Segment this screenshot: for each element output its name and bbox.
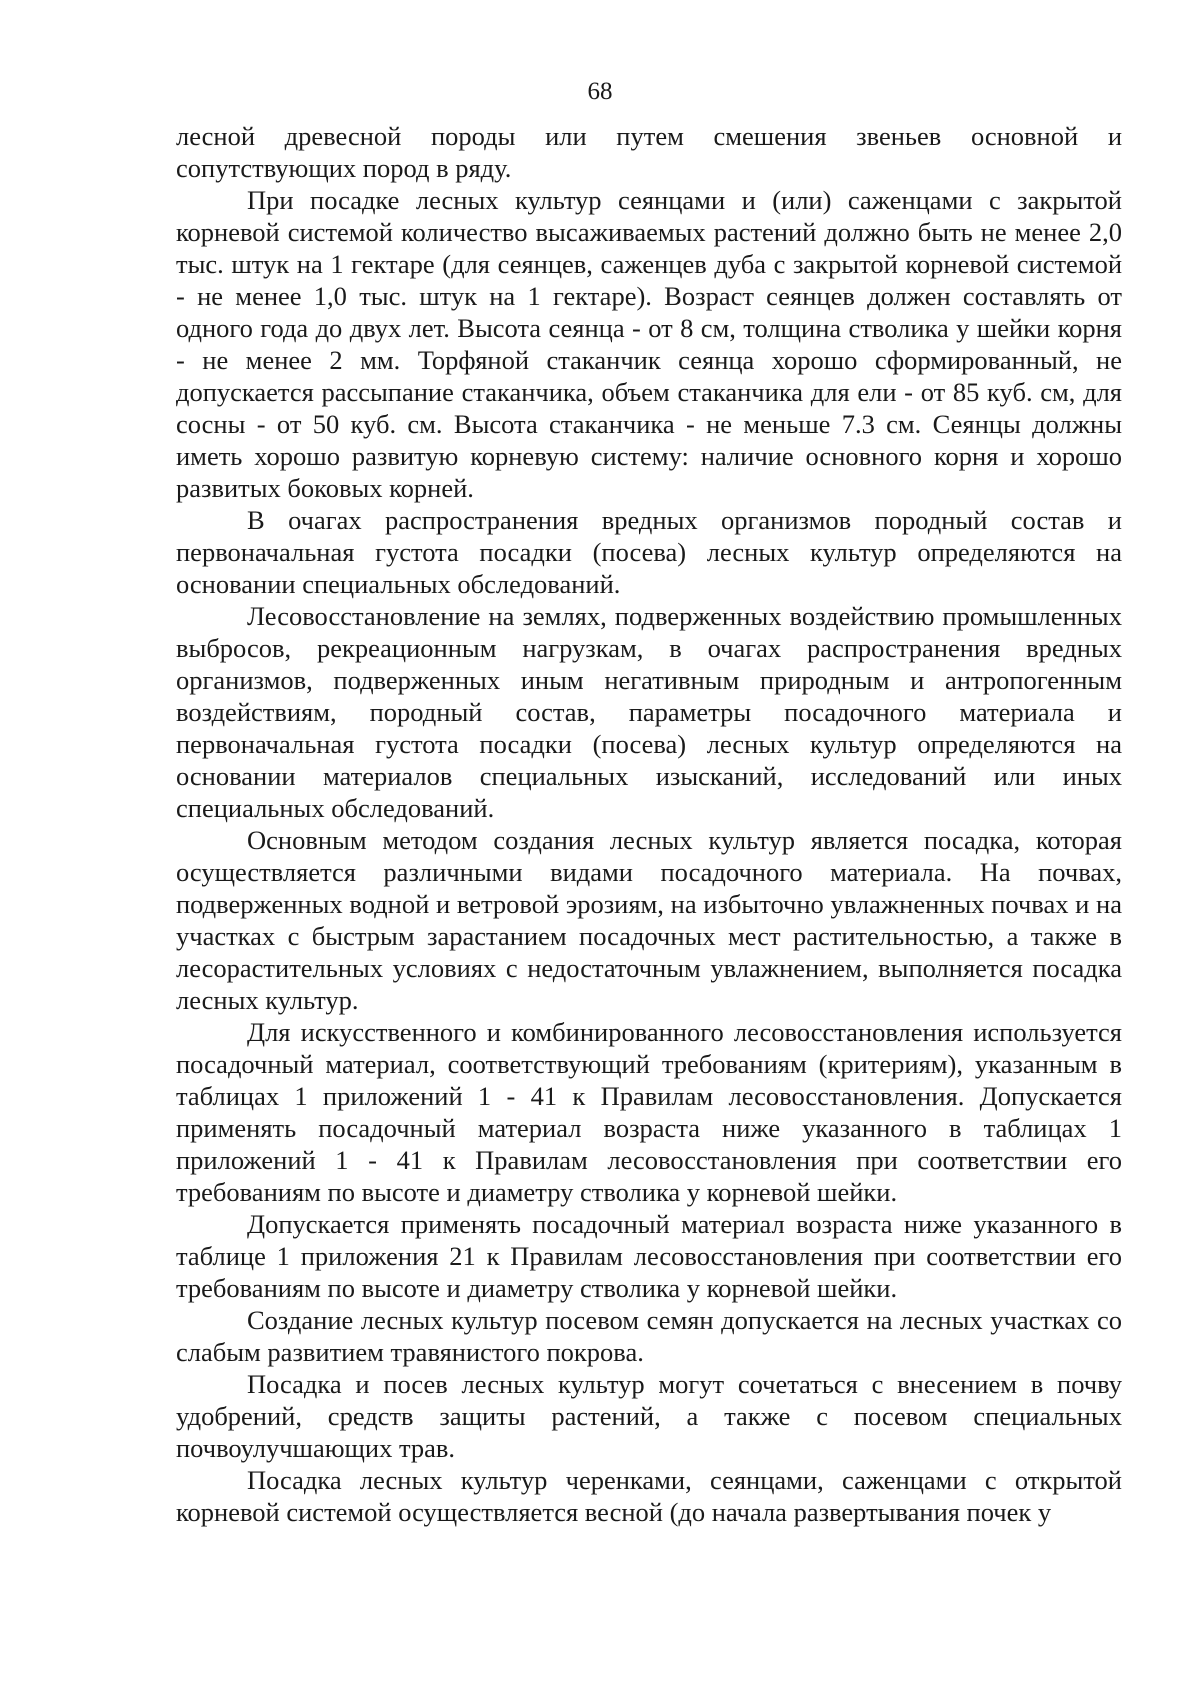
paragraph-negative-impacts: Лесовосстановление на землях, подверженных воздействию промышленных выбросов, рекреационным нагрузкам, в очагах распространения вредных организмов, подверженных иным негативным природным и антропогенным воздействиям, породный состав, параметры посадочного материала и первоначальная густота посадки (посева) лесных культур определяются на основании материалов специальных изысканий, исследований или иных специальных обследований. [176, 601, 1122, 823]
body-text [176, 120, 1122, 1528]
paragraph-planting-material: Для искусственного и комбинированного лесовосстановления используется посадочный материал, соответствующий требованиям (критериям), указанным в таблицах 1 приложений 1 - 41 к Правилам лесовосстановления. Допускается применять посадочный материал возраста ниже указанного в таблицах 1 приложений 1 - 41 к Правилам лесовосстановления при соответствии его требованиям по высоте и диаметру стволика у корневой шейки. [176, 1017, 1122, 1207]
paragraph-seedling-requirements: При посадке лесных культур сеянцами и (или) саженцами с закрытой корневой системой количество высаживаемых растений должно быть не менее 2,0 тыс. штук на 1 гектаре (для сеянцев, саженцев дуба с закрытой корневой системой - не менее 1,0 тыс. штук на 1 гектаре). Возраст сеянцев должен составлять от одного года до двух лет. Высота сеянца - от 8 см, толщина стволика у шейки корня - не менее 2 мм. Торфяной стаканчик сеянца хорошо сформированный, не допускается рассыпание стаканчика, объем стаканчика для ели - от 85 куб. см, для сосны - от 50 куб. см. Высота стаканчика - не меньше 7.3 см. Сеянцы должны иметь хорошо развитую корневую систему: наличие основного корня и хорошо развитых боковых корней. [176, 185, 1122, 503]
paragraph-seed-sowing: Создание лесных культур посевом семян допускается на лесных участках со слабым развитием травянистого покрова. [176, 1305, 1122, 1367]
paragraph-age-exception: Допускается применять посадочный материал возраста ниже указанного в таблице 1 приложения 21 к Правилам лесовосстановления при соответствии его требованиям по высоте и диаметру стволика у корневой шейки. [176, 1209, 1122, 1303]
paragraph-main-method: Основным методом создания лесных культур является посадка, которая осуществляется различными видами посадочного материала. На почвах, подверженных водной и ветровой эрозиям, на избыточно увлажненных почвах и на участках с быстрым зарастанием посадочных мест растительностью, а также в лесорастительных условиях с недостаточным увлажнением, выполняется посадка лесных культур. [176, 825, 1122, 1015]
paragraph-fertilizers: Посадка и посев лесных культур могут сочетаться с внесением в почву удобрений, средств защиты растений, а также с посевом специальных почвоулучшающих трав. [176, 1369, 1122, 1463]
paragraph-continuation: лесной древесной породы или путем смешения звеньев основной и сопутствующих пород в ряду. [176, 121, 1122, 183]
page-number: 68 [587, 78, 613, 105]
paragraph-pest-foci: В очагах распространения вредных организмов породный состав и первоначальная густота посадки (посева) лесных культур определяются на основании специальных обследований. [176, 505, 1122, 599]
paragraph-planting-season: Посадка лесных культур черенками, сеянцами, саженцами с открытой корневой системой осуществляется весной (до начала развертывания почек у [176, 1465, 1122, 1527]
